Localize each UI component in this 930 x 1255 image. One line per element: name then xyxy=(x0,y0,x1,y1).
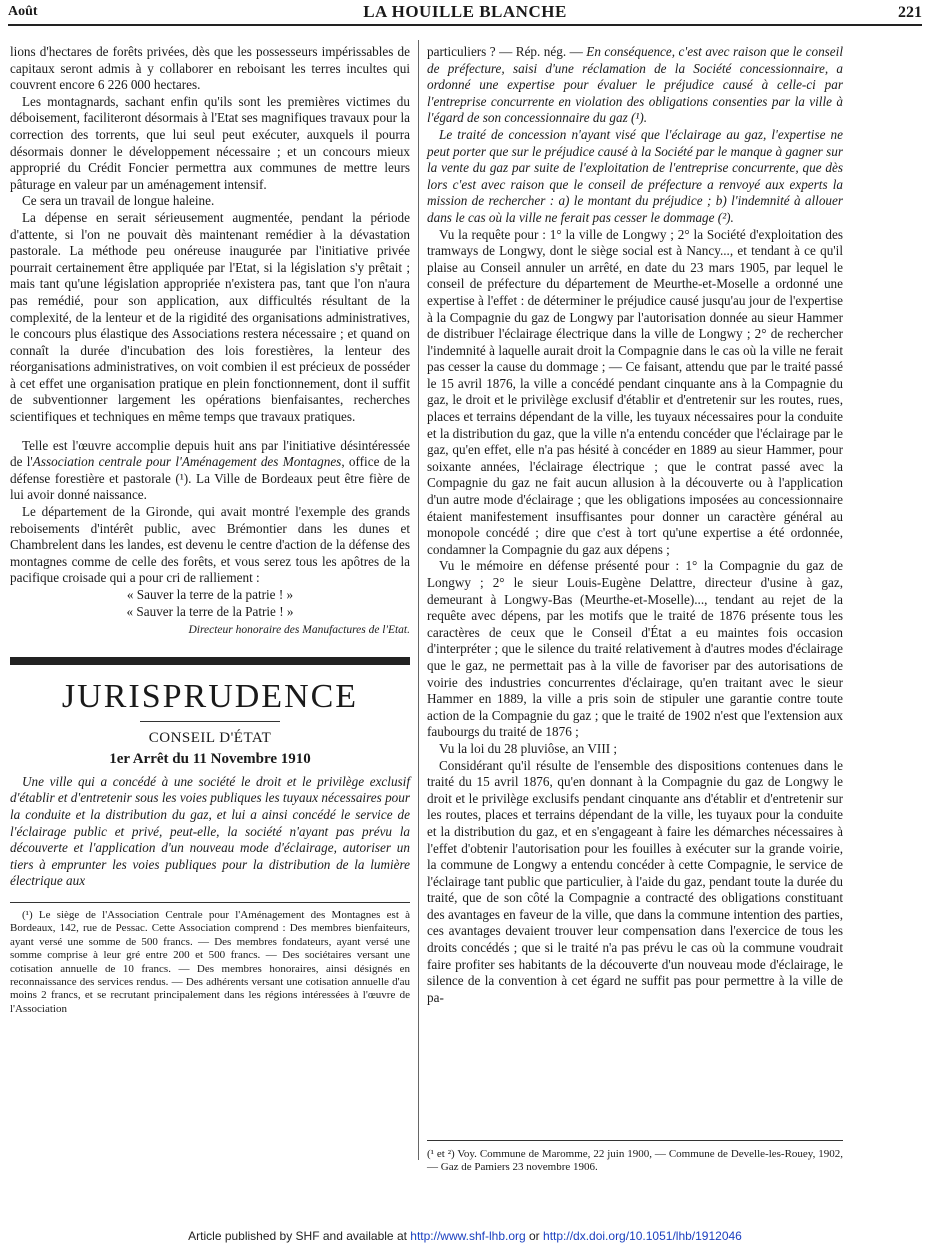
paragraph: La dépense en serait sérieusement augmentée, pendant la période d'attente, si l'on ne pouvait dès maintenant remédier à la dévastation pastorale. La méthode peu onéreuse inaugurée par l'initiative privée pourrait certainement être appliquée par l'Etat, si la législation s'y prêtait ; mais tant qu'une législation appropriée n'existera pas, tant que l'on n'aura pas remédié, pour son application, aux difficultés résultant de la complexité, de la lenteur et de la rigidité des organisations administratives, le concours plus élastique des Associations restera nécessaire ; et quand on connaît la durée d'incubation des lois forestières, la lenteur des réorganisations administratives, on voit combien il est précieux de posséder à cet effet une organisation pratique en plein fonctionnement, dont il suffit de subventionner largement les opérations bienfaisantes, recherches scientifiques et techniques en même temps que travaux pratiques. xyxy=(10,209,410,425)
subsection-title: CONSEIL D'ÉTAT xyxy=(148,729,272,746)
paragraph: Vu la requête pour : 1° la ville de Longwy ; 2° la Société d'exploitation des tramways de Longwy, dont le siège social est à Nancy..., et tendant à ce qu'il plaise au Conseil annuler un arrêté, en date du 23 mars 1905, par lequel le conseil de préfecture du département de Meurthe-et-Moselle a ordonné une expertise à l'effet : de déterminer le préjudice causé jusqu'au jour de l'expertise à la Compagnie du gaz de Longwy par l'autorisation donnée au sieur Hammer de distribuer l'éclairage électrique dans la ville de Longwy ; 2° de rechercher l'indemnité à laquelle aurait droit la Compagnie dans le cas où la ville ne ferait pas cesser la cause du dommage ; — Ce faisant, attendu que par le traité passé le 15 avril 1876, la ville a concédé pendant cinquante ans à la Compagnie du gaz, le droit et le privilège exclusif d'établir et d'entretenir sur les routes, rues, places et terrains dépendant de la ville, les tuyaux nécessaires pour la conduite et la distribution du gaz, que la ville n'a entendu concéder que l'éclairage par le gaz, qu'en effet, elle n'a pas hésité à concéder en 1889 au sieur Hammer, pour soixante années, l'éclairage électrique ; que le contrat passé avec la Compagnie du gaz ne fait aucun allusion à la découverte ou à l'application d'un autre mode d'éclairage ; que les obligations imposées au concessionnaire étaient manifestement insuffisantes pour donner un caractère général au monopole concédé ; dire que c'est à tort qu'une expertise a été ordonnée, condamner la Compagnie du gaz aux dépens ; xyxy=(427,226,843,557)
footnote: (¹ et ²) Voy. Commune de Maromme, 22 juin 1900, — Commune de Develle-les-Rouey, 1902, — Gaz de Pamiers 23 novembre 1906. xyxy=(427,1148,843,1174)
section-title: JURISPRUDENCE xyxy=(61,677,359,715)
decision-summary: Une ville qui a concédé à une société le droit et le privilège exclusif d'établir et d'entretenir sous les voies publiques les tuyaux nécessaires pour la conduite et la distribution du gaz, et lui a ainsi concédé le service de l'éclairage public et privé, peut-elle, la société n'ayant pas prévu la découverte et l'application d'un nouveau mode d'éclairage, autoriser un tiers à emprunter les voies publiques pour la distribution de la lumière électrique aux xyxy=(10,773,410,889)
paragraph: Vu la loi du 28 pluviôse, an VIII ; xyxy=(439,740,618,756)
section-band xyxy=(10,657,410,665)
month-label: Août xyxy=(8,4,38,19)
quote-line: « Sauver la terre de la Patrie ! » xyxy=(126,603,294,619)
footnote-rule xyxy=(427,1140,843,1141)
paragraph: Le département de la Gironde, qui avait montré l'exemple des grands reboisements d'intérêt public, avec Brémontier dans les dunes et Chambrelent dans les landes, est devenu le centre d'action de la défense des montagnes comme de celle des forêts, et vous serez tous les apôtres de la pacifique croisade qui a pour cri de ralliement : xyxy=(10,504,410,586)
author-signature: Directeur honoraire des Manufactures de l'Etat. xyxy=(188,624,410,637)
header-rule xyxy=(8,24,922,26)
shf-link[interactable]: http://www.shf-lhb.org xyxy=(410,1229,526,1243)
doi-link[interactable]: http://dx.doi.org/10.1051/lhb/1912046 xyxy=(543,1229,742,1243)
decision-heading: 1er Arrêt du 11 Novembre 1910 xyxy=(109,750,311,767)
association-name: Association centrale pour l'Aménagement des Montagnes xyxy=(32,454,342,470)
page-header xyxy=(0,0,930,24)
paragraph: lions d'hectares de forêts privées, dès que les possesseurs impérissables de capitaux seront admis à y collaborer en reboisant les terres incultes qui couvrent encore 6 226 000 hectares. xyxy=(10,44,410,93)
paragraph: Le traité de concession n'ayant visé que l'éclairage au gaz, l'expertise ne peut porter que sur le préjudice causé à la Société par le manque à gagner sur la vente du gaz par suite de l'exploitation de l'entreprise concurrente, que dès lors c'est avec raison que le conseil de préfecture a renvoyé aux experts la mission de rechercher : a) le montant du préjudice ; b) l'indemnité à allouer dans le cas où la ville ne ferait pas cesser le dommage (²). xyxy=(427,126,843,225)
page-number: 221 xyxy=(898,4,922,21)
paragraph: Telle est l'œuvre accomplie depuis huit ans par l'initiative désintéressée de l'Association centrale pour l'Aménagement des Montagnes, office de la défense forestière et pastorale (¹). La Ville de Bordeaux peut être fière de lui avoir donné naissance. xyxy=(10,437,410,503)
title-rule xyxy=(140,721,280,722)
footnote-rule xyxy=(10,902,410,903)
paragraph: Les montagnards, sachant enfin qu'ils sont les premières victimes du déboisement, faciliteront désormais à l'Etat ses magnifiques travaux pour la correction des torrents, que lui seul peut exécuter, auxquels il pourra désormais donner le développement nécessaire ; et un concours mieux approprié du Crédit Foncier permettra aux communes de mettre leurs pâturage en valeur par un aménagement intensif. xyxy=(10,93,410,192)
column-divider xyxy=(418,40,419,1160)
paragraph: Ce sera un travail de longue haleine. xyxy=(22,193,215,209)
right-column xyxy=(427,44,843,1006)
left-column xyxy=(10,44,410,1016)
publisher-footer: Article published by SHF and available at http://www.shf-lhb.org or http://dx.doi.org/10.1051/lhb/1912046 xyxy=(188,1229,742,1243)
journal-title: LA HOUILLE BLANCHE xyxy=(363,2,567,21)
quote-line: « Sauver la terre de la patrie ! » xyxy=(126,587,294,602)
footnote: (¹) Le siège de l'Association Centrale pour l'Aménagement des Montagnes est à Bordeaux, 142, rue de Pessac. Cette Association comprend : Des membres bienfaiteurs, ayant versé une somme de 500 francs. — Des membres fondateurs, ayant versé une somme comprise à leur gré entre 200 et 500 francs. — Des sociétaires versant une cotisation annuelle de 10 francs. — Des membres honoraires, ainsi désignés en reconnaissance des services rendus. — Des adhérents versant une cotisation annuelle d'au moins 2 francs, et se recrutant principalement dans les régions intéressées à l'œuvre de l'Association xyxy=(10,908,410,1015)
paragraph: Considérant qu'il résulte de l'ensemble des dispositions contenues dans le traité du 15 avril 1876, qu'en donnant à la Compagnie du gaz de Longwy le droit et le privilège exclusifs pendant cinquante ans d'établir et d'entretenir sur les routes, places et terrains dépendant de la ville, les tuyaux pour la conduite et la distribution du gaz, et en s'engageant à faire les démarches nécessaires à l'effet d'obtenir l'autorisation pour les fouilles à exécuter sur la grande voirie, la commune de Longwy a entendu concéder à cette Compagnie, le service de l'éclairage tant public que particulier, à l'aide du gaz, pendant toute la durée du traité, que de son côté la Compagnie a contracté des obligations constituant des avantages en faveur de la ville, que dans la commune intention des parties, ces avantages devaient trouver leur compensation dans l'exercice de tous les droits concédés ; que si le traité n'a pas prévu le cas où la commune voudrait faire profiter ses habitants de la découverte d'un nouveau mode d'éclairage, le silence de la convention à cet égard ne suffit pas pour permettre à la ville de pa- xyxy=(427,757,843,1005)
paragraph: particuliers ? — Rép. nég. — En conséquence, c'est avec raison que le conseil de préfecture, saisi d'une réclamation de la Société concessionnaire, a ordonné une expertise pour évaluer le préjudice causé à celle-ci par l'entreprise concurrente en violation des obligations consenties par la ville à l'égard de son concessionnaire du gaz (¹). xyxy=(427,44,843,126)
paragraph: Vu le mémoire en défense présenté pour : 1° la Compagnie du gaz de Longwy ; 2° le sieur Louis-Eugène Delattre, directeur d'usine à gaz, demeurant à Longwy-Bas (Meurthe-et-Moselle)..., tendant au rejet de la requête avec dépens, par les motifs que le traité de 1876 présente tous les caractères de ceux que le Conseil d'État a eu maintes fois occasion d'interpréter ; que le silence du traité relativement à d'autres modes d'éclairage que le gaz, ne permettait pas à la ville de favoriser par des autorisations de voirie des industries concurrentes d'éclairage, qu'en traitant avec le sieur Hammer en 1889, la ville a pris soin de stipuler une garantie contre toute action de la Compagnie du gaz ; que le traité de 1902 n'est que l'extension aux faubourgs du traité de 1876 ; xyxy=(427,558,843,740)
